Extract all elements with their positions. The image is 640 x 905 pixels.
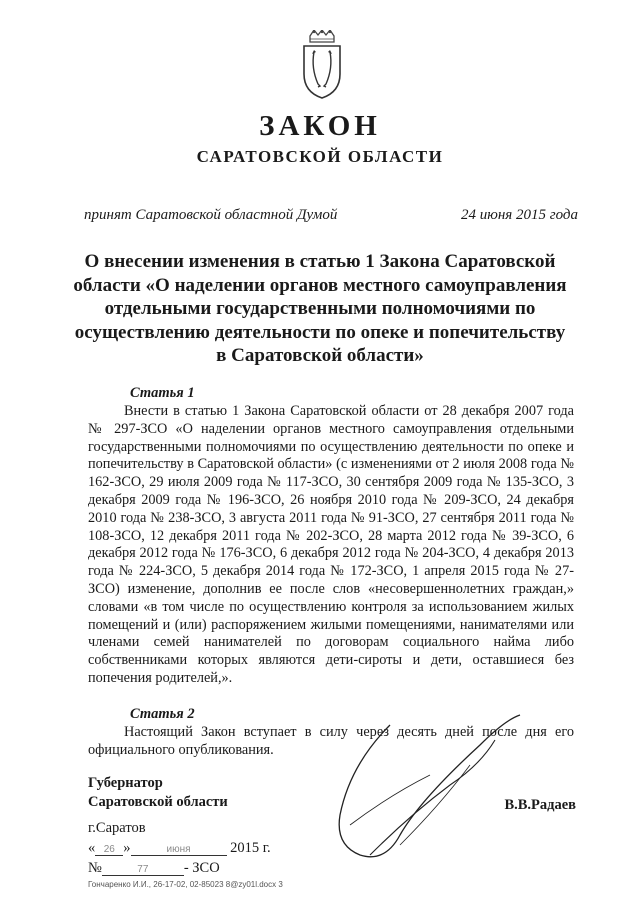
- handwritten-signature: [330, 705, 530, 865]
- number-field: [102, 860, 184, 876]
- number-suffix: - ЗСО: [183, 860, 220, 876]
- governor-position: Губернатор: [88, 775, 163, 791]
- adopted-by: принят Саратовской областной Думой: [84, 207, 338, 223]
- article-2-text: Настоящий Закон вступает в силу через десять дней после дня его официального опубликования.: [88, 724, 574, 758]
- law-title: ЗАКОН: [259, 110, 381, 142]
- article-1-heading: Статья 1: [130, 385, 195, 401]
- number-prefix: №: [88, 860, 102, 876]
- date-day-field: [95, 840, 123, 856]
- article-1-text: Внести в статью 1 Закона Саратовской области от 28 декабря 2007 года № 297-ЗСО «О наделении органов местного самоуправления отдельными государственными полномочиями по осуществлению деятельности по опеке и попечительству в Саратовской области» (с изменениями от 2 июля 2008 года № 162-ЗСО, 29 июля 2009 года № 117-ЗСО, 30 сентября 2009 года № 135-ЗСО, 3 декабря 2009 года № 196-ЗСО, 26 ноября 2010 года № 209-ЗСО, 24 декабря 2010 года № 238-ЗСО, 3 августа 2011 года № 91-ЗСО, 27 сентября 2011 года № 108-ЗСО, 12 декабря 2011 года № 202-ЗСО, 28 марта 2012 года № 39-ЗСО, 6 декабря 2012 года № 176-ЗСО, 6 декабря 2012 года № 204-ЗСО, 4 декабря 2013 года № 224-ЗСО, 5 декабря 2014 года № 172-ЗСО, 1 апреля 2015 года № 27-ЗСО) изменение, дополнив ее после слов «несовершеннолетних граждан,» словами «в том числе по осуществлению контроля за использованием жилых помещений и (или) распоряжением жилыми помещениями, нанимателями или членами семей нанимателей по договорам социального найма либо собственниками которых являются дети-сироты и дети, оставшиеся без попечения родителей,».: [88, 403, 574, 686]
- law-number: [88, 860, 220, 877]
- document-title: О внесении изменения в статью 1 Закона Саратовской области «О наделении органов местного самоуправления отдельными государственными полномочиями по осуществлению деятельности по опеке и попечительству в Саратовской области»: [73, 251, 567, 366]
- date-day-handwritten: 26: [103, 844, 115, 855]
- article-2-heading: Статья 2: [130, 706, 195, 722]
- signing-date: [88, 840, 271, 857]
- date-year: 2015 г.: [230, 840, 271, 856]
- governor-title: [88, 774, 228, 812]
- date-open-quote: «: [88, 840, 96, 856]
- date-month-handwritten: июня: [166, 844, 191, 855]
- adoption-date: 24 июня 2015 года: [461, 207, 578, 223]
- city: г.Саратов: [88, 820, 146, 836]
- date-close-quote: »: [123, 840, 131, 856]
- number-handwritten: 77: [137, 864, 149, 875]
- date-month-field: [131, 840, 227, 856]
- governor-region: Саратовской области: [88, 794, 228, 810]
- signer-name: В.В.Радаев: [504, 797, 576, 813]
- region-subtitle: САРАТОВСКОЙ ОБЛАСТИ: [196, 147, 444, 166]
- saratov-coat-of-arms-emblem: [298, 30, 346, 100]
- footer-file-info: Гончаренко И.И., 26-17-02, 02-85023 8@zy01l.docx 3: [88, 880, 283, 889]
